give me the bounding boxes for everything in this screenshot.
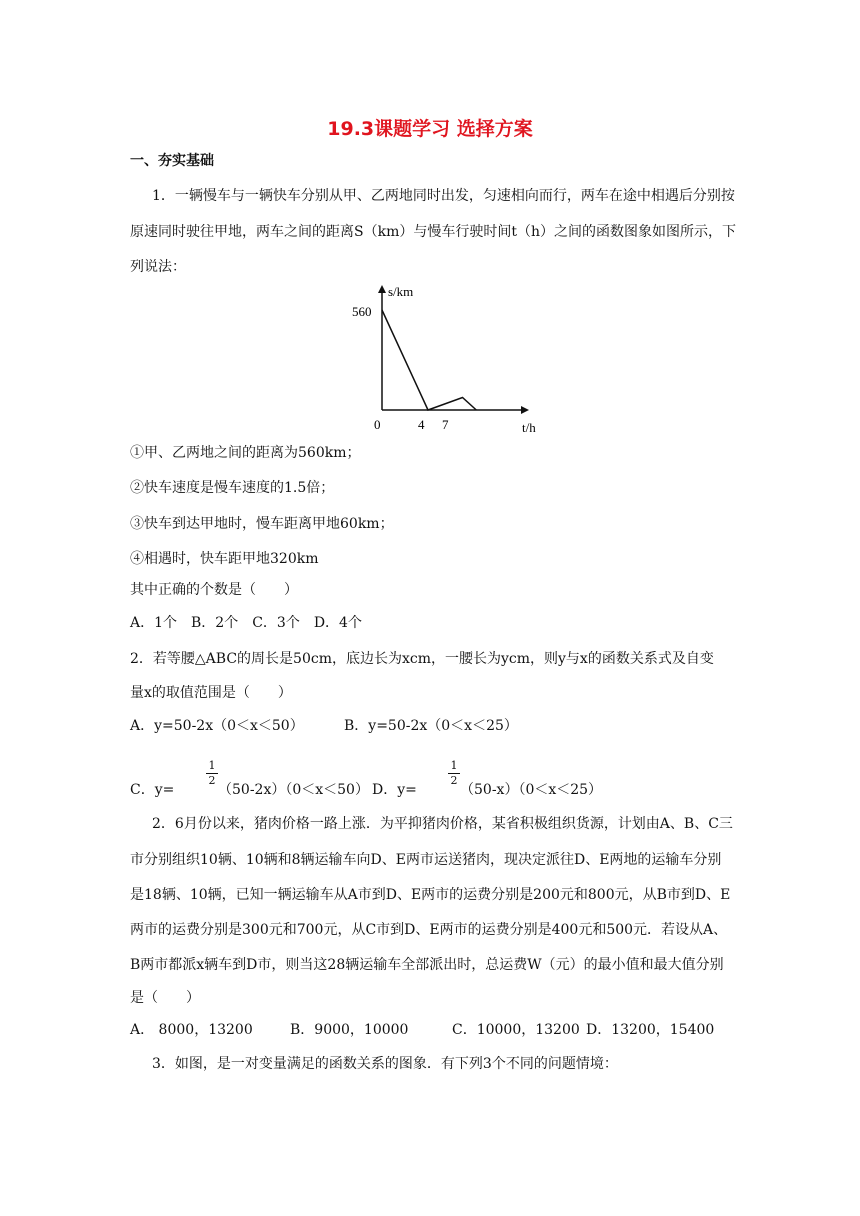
statement-1: ①甲、乙两地之间的距离为560km；	[130, 445, 361, 461]
series-line	[382, 310, 476, 410]
fraction-numerator: 1	[450, 759, 458, 772]
question-3-line-6: 是（ ）	[130, 990, 200, 1006]
distance-time-graph	[348, 282, 548, 437]
question-1-line-1: 1．一辆慢车与一辆快车分别从甲、乙两地同时出发，匀速相向而行，两车在途中相遇后分别按	[152, 188, 735, 204]
statement-4: ④相遇时，快车距甲地320km	[130, 551, 319, 567]
page-title: 19.3课题学习 选择方案	[327, 118, 533, 140]
question-3-line-2: 市分别组织10辆、10辆和8辆运输车向D、E两市运送猪肉，现决定派往D、E两地的运输车分别	[130, 852, 722, 868]
question-3-option-b: B．9000，10000	[290, 1022, 409, 1038]
question-1-line-2: 原速同时驶往甲地，两车之间的距离S（km）与慢车行驶时间t（h）之间的函数图象如图所示，下	[130, 224, 736, 240]
fraction-one-half-d	[448, 760, 460, 787]
statement-3: ③快车到达甲地时，慢车距离甲地60km；	[130, 516, 394, 532]
question-3-option-d: D．13200，15400	[586, 1022, 715, 1038]
x-tick-label-4: 4	[418, 417, 425, 432]
fraction-denominator: 2	[450, 774, 458, 787]
question-3-line-5: B两市都派x辆车到D市，则当这28辆运输车全部派出时，总运费W（元）的最小值和最大值分别	[130, 957, 724, 973]
question-2-option-b: B．y=50-2x（0＜x＜25）	[344, 718, 518, 734]
question-3-option-c: C．10000，13200	[452, 1022, 580, 1038]
question-1-prompt: 其中正确的个数是（ ）	[130, 582, 298, 598]
x-axis-label: t/h	[522, 420, 536, 435]
question-2-option-a: A．y=50-2x（0＜x＜50）	[130, 718, 304, 734]
question-2-line-1: 2．若等腰△ABC的周长是50cm，底边长为xcm，一腰长为ycm，则y与x的函数关系式及自变	[130, 651, 714, 667]
question-2-option-c-prefix: C．y=	[130, 782, 175, 798]
statement-2: ②快车速度是慢车速度的1.5倍；	[130, 480, 335, 496]
question-2-option-d-prefix: D．y=	[372, 782, 417, 798]
y-tick-label: 560	[352, 304, 372, 319]
fraction-one-half-c	[206, 760, 218, 787]
section-heading: 一、夯实基础	[130, 153, 214, 169]
question-1-line-3: 列说法：	[130, 259, 186, 275]
fraction-numerator: 1	[208, 759, 216, 772]
x-axis-arrow	[521, 406, 529, 414]
origin-label: 0	[374, 417, 381, 432]
y-axis-label: s/km	[388, 284, 414, 299]
fraction-denominator: 2	[208, 774, 216, 787]
question-1-options: A．1个 B．2个 C．3个 D．4个	[130, 615, 362, 631]
question-4-line-1: 3．如图，是一对变量满足的函数关系的图象．有下列3个不同的问题情境：	[152, 1056, 618, 1072]
y-axis-arrow	[378, 285, 386, 293]
question-3-line-3: 是18辆、10辆，已知一辆运输车从A市到D、E两市的运费分别是200元和800元，从B市到D、E	[130, 887, 731, 903]
question-3-line-4: 两市的运费分别是300元和700元，从C市到D、E两市的运费分别是400元和500元．若设从A、	[130, 922, 728, 938]
question-3-line-1: 2．6月份以来，猪肉价格一路上涨．为平抑猪肉价格，某省积极组织货源，计划由A、B、C三	[152, 816, 733, 832]
question-2-option-c-body: （50-2x）（0＜x＜50）	[218, 782, 369, 798]
x-tick-label-7: 7	[442, 417, 449, 432]
question-3-option-a: A． 8000，13200	[130, 1022, 253, 1038]
question-2-line-2: 量x的取值范围是（ ）	[130, 685, 292, 701]
question-2-option-d-body: （50-x）（0＜x＜25）	[460, 782, 603, 798]
